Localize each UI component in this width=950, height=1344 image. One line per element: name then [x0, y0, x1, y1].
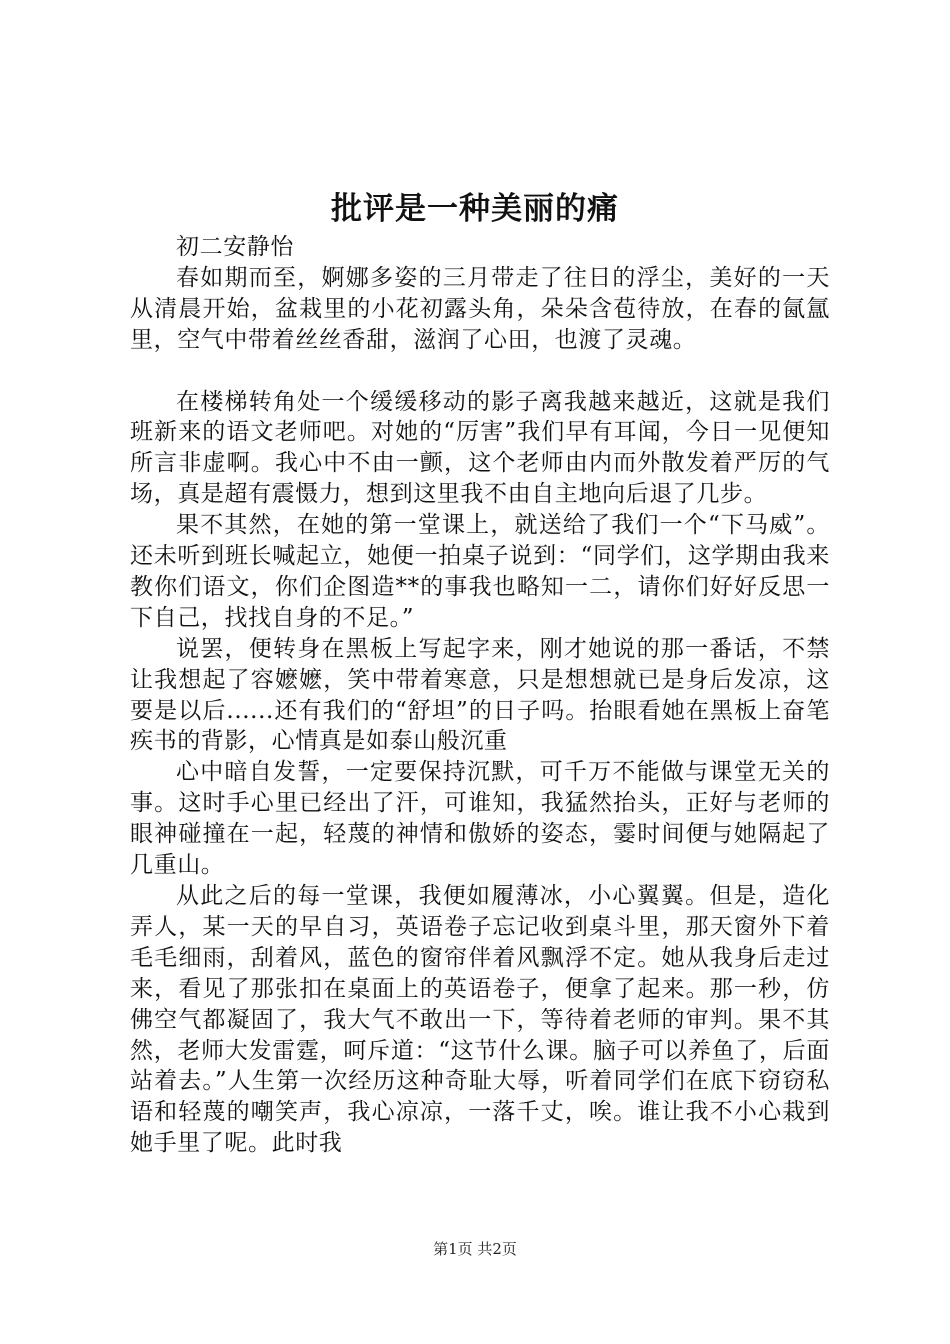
author-line: 初二安静怡	[176, 234, 294, 260]
page-footer: 第1页 共2页	[433, 1240, 517, 1258]
document-title: 批评是一种美丽的痛	[331, 191, 619, 227]
paragraph-5: 心中暗自发誓，一定要保持沉默，可千万不能做与课堂无关的事。这时手心里已经出了汗，可谁知，我猛然抬头，正好与老师的眼神碰撞在一起，轻蔑的神情和傲娇的姿态，霎时间便与她隔起了几重山。	[130, 759, 830, 879]
paragraph-4: 说罢，便转身在黑板上写起字来，刚才她说的那一番话，不禁让我想起了容嬷嬷，笑中带着寒意，只是想想就已是身后发凉，这要是以后......还有我们的“舒坦”的日子吗。抬眼看她在黑板上奋笔疾书的背影，心情真是如泰山般沉重	[130, 635, 830, 755]
document-body	[130, 232, 830, 1159]
paragraph-2: 在楼梯转角处一个缓缓移动的影子离我越来越近，这就是我们班新来的语文老师吧。对她的“厉害”我们早有耳闻，今日一见便知所言非虚啊。我心中不由一颤，这个老师由内而外散发着严厉的气场，真是超有震慑力，想到这里我不由自主地向后退了几步。	[130, 388, 830, 508]
paragraph-3: 果不其然，在她的第一堂课上，就送给了我们一个“下马威”。还未听到班长喊起立，她便一拍桌子说到：“同学们，这学期由我来教你们语文，你们企图造**的事我也略知一二，请你们好好反思一下自己，找找自身的不足。”	[130, 512, 830, 631]
paragraph-spacer	[130, 356, 830, 387]
paragraph-6: 从此之后的每一堂课，我便如履薄冰，小心翼翼。但是，造化弄人，某一天的早自习，英语卷子忘记收到桌斗里，那天窗外下着毛毛细雨，刮着风，蓝色的窗帘伴着风飘浮不定。她从我身后走过来，看见了那张扣在桌面上的英语卷子，便拿了起来。那一秒，仿佛空气都凝固了，我大气不敢出一下，等待着老师的审判。果不其然，老师大发雷霆，呵斥道：“这节什么课。脑子可以养鱼了，后面站着去。”人生第一次经历这种奇耻大辱，听着同学们在底下窃窃私语和轻蔑的嘲笑声，我心凉凉，一落千丈，唉。谁让我不小心栽到她手里了呢。此时我	[130, 883, 830, 1157]
paragraph-1: 春如期而至，婀娜多姿的三月带走了往日的浮尘，美好的一天从清晨开始，盆栽里的小花初露头角，朵朵含苞待放，在春的氤氲里，空气中带着丝丝香甜，滋润了心田，也渡了灵魂。	[130, 264, 830, 353]
